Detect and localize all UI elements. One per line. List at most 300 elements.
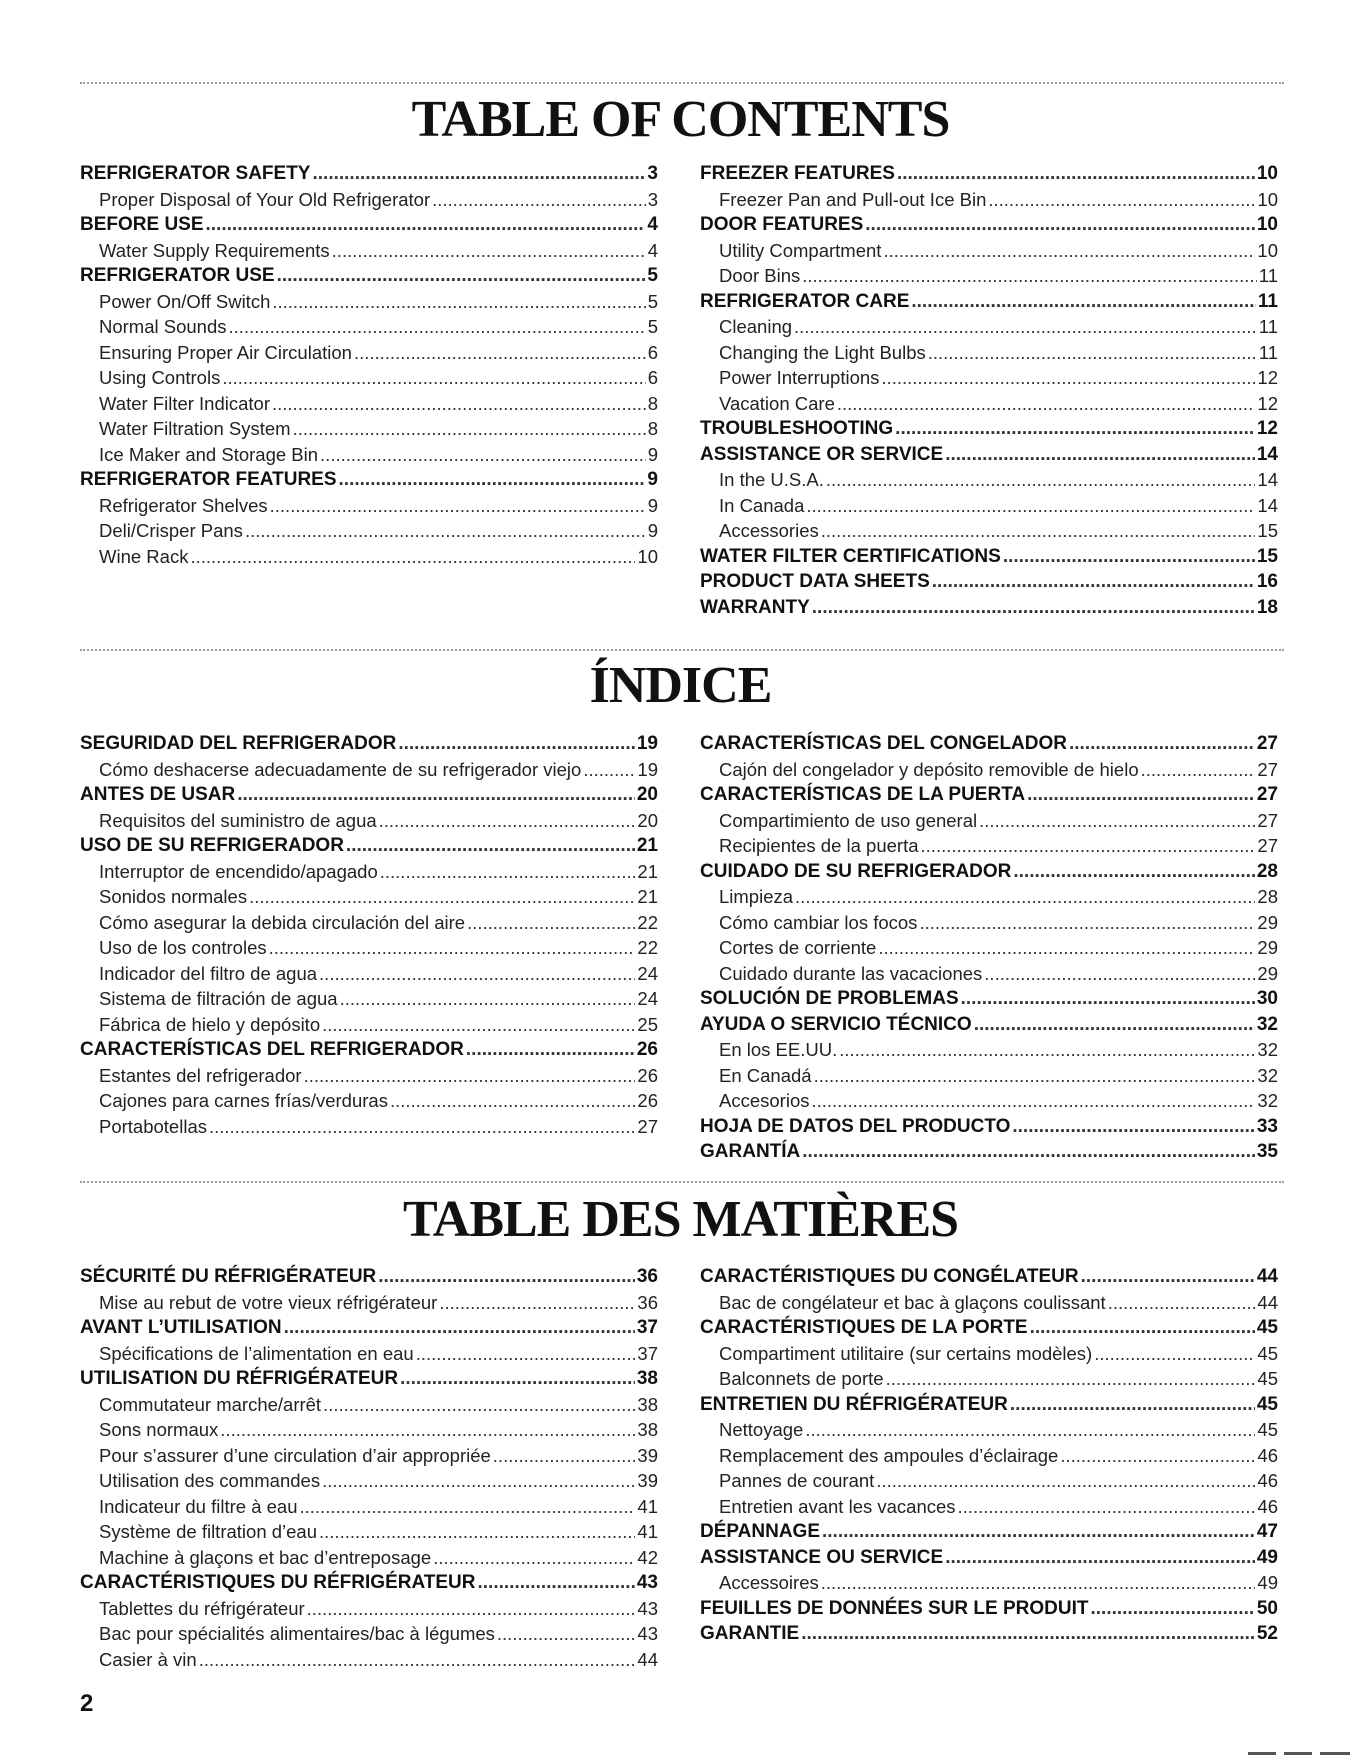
section-divider xyxy=(80,649,1284,651)
toc-entry-title: GARANTIE xyxy=(700,1623,800,1644)
dot-leader xyxy=(921,833,1256,859)
dot-leader xyxy=(439,1290,635,1316)
toc-entry-title: Cómo deshacerse adecuadamente de su refrigerador viejo xyxy=(99,758,582,780)
toc-page-number: 52 xyxy=(1256,1623,1278,1644)
toc-subentry xyxy=(700,187,1278,213)
toc-entry-title: Sistema de filtración de agua xyxy=(99,988,338,1009)
toc-entry-title: Limpieza xyxy=(719,886,794,907)
toc-subentry xyxy=(700,263,1278,289)
dot-leader xyxy=(583,757,635,783)
toc-page-number: 6 xyxy=(647,367,658,388)
dot-leader xyxy=(332,238,646,264)
toc-en-right xyxy=(700,161,1278,620)
toc-entry-title: Refrigerator Shelves xyxy=(99,494,268,516)
toc-entry-title: WARRANTY xyxy=(700,596,810,618)
toc-subentry xyxy=(700,1468,1278,1494)
toc-entry-title: Wine Rack xyxy=(99,545,189,567)
toc-entry-title: SEGURIDAD DEL REFRIGERADOR xyxy=(80,733,397,754)
toc-subentry xyxy=(700,1290,1278,1316)
toc-entry-title: Freezer Pan and Pull-out Ice Bin xyxy=(719,188,987,210)
toc-page-number: 27 xyxy=(1257,809,1278,831)
toc-subentry xyxy=(700,493,1278,519)
toc-page-number: 21 xyxy=(637,860,658,882)
toc-subentry xyxy=(700,808,1278,834)
dot-leader xyxy=(346,833,635,859)
toc-subentry xyxy=(80,1088,658,1114)
toc-page-number: 43 xyxy=(637,1623,658,1644)
toc-entry-title: DÉPANNAGE xyxy=(700,1521,820,1542)
toc-subentry xyxy=(700,910,1278,936)
toc-page-number: 32 xyxy=(1257,1039,1278,1060)
toc-heading xyxy=(80,212,658,238)
dot-leader xyxy=(320,442,646,468)
toc-title-es: ÍNDICE xyxy=(589,657,772,714)
dot-leader xyxy=(1027,782,1255,808)
toc-page-number: 5 xyxy=(647,265,658,286)
dot-leader xyxy=(795,884,1255,910)
toc-entry-title: WATER FILTER CERTIFICATIONS xyxy=(700,545,1001,567)
dot-leader xyxy=(945,1545,1255,1571)
toc-page-number: 12 xyxy=(1257,367,1278,388)
toc-heading xyxy=(700,1114,1278,1140)
dot-leader xyxy=(945,442,1255,468)
toc-entry-title: Vacation Care xyxy=(719,392,835,414)
toc-entry-title: Cajón del congelador y depósito removible de hielo xyxy=(719,758,1139,780)
dot-leader xyxy=(493,1443,636,1469)
toc-page-number: 27 xyxy=(1257,758,1278,780)
toc-subentry xyxy=(80,493,658,519)
toc-heading xyxy=(700,1519,1278,1545)
toc-entry-title: Water Supply Requirements xyxy=(99,239,330,261)
toc-entry-title: Pannes de courant xyxy=(719,1470,875,1491)
toc-page-number: 44 xyxy=(637,1648,658,1670)
dot-leader xyxy=(1060,1443,1255,1469)
toc-subentry xyxy=(80,1519,658,1545)
toc-page-number: 49 xyxy=(1256,1546,1278,1568)
toc-heading xyxy=(80,263,658,289)
toc-page-number: 24 xyxy=(637,988,658,1009)
dot-leader xyxy=(958,1494,1256,1520)
toc-page-number: 19 xyxy=(636,733,658,754)
toc-page-number: 42 xyxy=(637,1546,658,1568)
toc-subentry xyxy=(700,1417,1278,1443)
toc-subentry xyxy=(700,314,1278,340)
toc-entry-title: Normal Sounds xyxy=(99,316,227,337)
toc-page-number: 29 xyxy=(1257,962,1278,984)
toc-page-number: 44 xyxy=(1256,1266,1278,1287)
dot-leader xyxy=(319,961,635,987)
toc-entry-title: Deli/Crisper Pans xyxy=(99,520,243,541)
toc-page-number: 10 xyxy=(1256,163,1278,184)
toc-heading xyxy=(80,1570,658,1596)
toc-subentry xyxy=(80,1545,658,1571)
toc-subentry xyxy=(80,289,658,315)
toc-subentry xyxy=(700,340,1278,366)
toc-page-number: 12 xyxy=(1256,418,1278,439)
toc-subentry xyxy=(80,1647,658,1673)
toc-heading xyxy=(700,986,1278,1012)
toc-page-number: 14 xyxy=(1256,443,1278,465)
dot-leader xyxy=(1030,1315,1255,1341)
dot-leader xyxy=(432,187,646,213)
toc-page-number: 8 xyxy=(647,418,658,439)
toc-page-number: 14 xyxy=(1257,494,1278,516)
toc-entry-title: Cómo asegurar la debida circulación del aire xyxy=(99,911,466,933)
toc-entry-title: ASSISTANCE OU SERVICE xyxy=(700,1546,944,1568)
toc-page-number: 43 xyxy=(637,1597,658,1619)
toc-page-number: 47 xyxy=(1256,1521,1278,1542)
toc-subentry xyxy=(80,544,658,570)
dot-leader xyxy=(293,416,646,442)
toc-page-number: 8 xyxy=(647,392,658,414)
dot-leader xyxy=(312,161,645,187)
toc-page-number: 46 xyxy=(1257,1444,1278,1466)
toc-entry-title: Ensuring Proper Air Circulation xyxy=(99,341,352,363)
dot-leader xyxy=(322,1468,635,1494)
dot-leader xyxy=(304,1063,636,1089)
corner-mark xyxy=(1320,1752,1350,1755)
toc-page-number: 14 xyxy=(1257,469,1278,490)
toc-entry-title: Accessories xyxy=(719,520,819,541)
toc-entry-title: Casier à vin xyxy=(99,1648,197,1670)
toc-heading xyxy=(80,1264,658,1290)
toc-page-number: 22 xyxy=(637,937,658,958)
toc-entry-title: ASSISTANCE OR SERVICE xyxy=(700,443,944,465)
toc-page-number: 45 xyxy=(1256,1393,1278,1415)
dot-leader xyxy=(961,986,1255,1012)
toc-entry-title: ENTRETIEN DU RÉFRIGÉRATEUR xyxy=(700,1393,1008,1415)
toc-heading xyxy=(700,595,1278,621)
toc-page-number: 39 xyxy=(637,1444,658,1466)
toc-entry-title: REFRIGERATOR FEATURES xyxy=(80,469,337,490)
toc-entry-title: Power Interruptions xyxy=(719,367,880,388)
toc-page-number: 45 xyxy=(1257,1419,1278,1440)
toc-entry-title: Tablettes du réfrigérateur xyxy=(99,1597,305,1619)
toc-entry-title: Using Controls xyxy=(99,367,221,388)
toc-page-number: 32 xyxy=(1257,1064,1278,1086)
toc-entry-title: Proper Disposal of Your Old Refrigerator xyxy=(99,188,431,210)
toc-entry-title: Compartimiento de uso general xyxy=(719,809,978,831)
toc-entry-title: REFRIGERATOR SAFETY xyxy=(80,163,311,184)
toc-heading xyxy=(80,161,658,187)
toc-entry-title: CARACTERÍSTICAS DEL CONGELADOR xyxy=(700,733,1067,754)
toc-entry-title: Pour s’assurer d’une circulation d’air appropriée xyxy=(99,1444,491,1466)
toc-entry-title: Utilisation des commandes xyxy=(99,1470,321,1491)
toc-page-number: 9 xyxy=(647,494,658,516)
dot-leader xyxy=(988,187,1255,213)
toc-entry-title: CARACTERÍSTICAS DEL REFRIGERADOR xyxy=(80,1039,464,1060)
toc-page-number: 19 xyxy=(637,758,658,780)
toc-entry-title: Estantes del refrigerador xyxy=(99,1064,302,1086)
dot-leader xyxy=(1081,1264,1255,1290)
toc-heading xyxy=(80,467,658,493)
toc-page-number: 28 xyxy=(1256,860,1278,882)
toc-entry-title: Spécifications de l’alimentation en eau xyxy=(99,1342,414,1364)
toc-subentry xyxy=(700,1366,1278,1392)
toc-entry-title: SOLUCIÓN DE PROBLEMAS xyxy=(700,988,959,1009)
toc-subentry xyxy=(80,986,658,1012)
toc-subentry xyxy=(700,238,1278,264)
toc-heading xyxy=(80,1366,658,1392)
toc-page-number: 9 xyxy=(647,469,658,490)
corner-mark xyxy=(1248,1752,1276,1755)
toc-heading xyxy=(700,1315,1278,1341)
toc-entry-title: En los EE.UU. xyxy=(719,1039,838,1060)
toc-page-number: 26 xyxy=(636,1039,658,1060)
dot-leader xyxy=(307,1596,636,1622)
dot-leader xyxy=(190,544,635,570)
dot-leader xyxy=(398,731,635,757)
toc-page-number: 11 xyxy=(1257,290,1278,312)
toc-page-number: 36 xyxy=(637,1291,658,1313)
toc-page-number: 46 xyxy=(1257,1470,1278,1491)
dot-leader xyxy=(895,416,1255,442)
toc-entry-title: In the U.S.A. xyxy=(719,469,824,490)
toc-entry-title: UTILISATION DU RÉFRIGÉRATEUR xyxy=(80,1368,399,1389)
toc-subentry xyxy=(80,1012,658,1038)
dot-leader xyxy=(928,340,1257,366)
toc-entry-title: Sonidos normales xyxy=(99,886,248,907)
toc-heading xyxy=(700,1012,1278,1038)
toc-page-number: 11 xyxy=(1258,265,1278,286)
toc-subentry xyxy=(700,884,1278,910)
toc-subentry xyxy=(80,1063,658,1089)
dot-leader xyxy=(883,238,1255,264)
dot-leader xyxy=(272,391,646,417)
dot-leader xyxy=(284,1315,635,1341)
toc-entry-title: Door Bins xyxy=(719,265,801,286)
toc-entry-title: Water Filter Indicator xyxy=(99,392,270,414)
toc-subentry xyxy=(80,1417,658,1443)
toc-page-number: 46 xyxy=(1257,1495,1278,1517)
dot-leader xyxy=(1003,544,1255,570)
toc-page-number: 28 xyxy=(1257,886,1278,907)
toc-entry-title: Power On/Off Switch xyxy=(99,290,271,312)
toc-title-en: TABLE OF CONTENTS xyxy=(411,91,950,148)
dot-leader xyxy=(1141,757,1256,783)
dot-leader xyxy=(802,1139,1255,1165)
dot-leader xyxy=(839,1037,1255,1063)
toc-entry-title: Indicador del filtro de agua xyxy=(99,962,318,984)
toc-page-number: 38 xyxy=(636,1368,658,1389)
page-number: 2 xyxy=(80,1690,94,1717)
toc-subentry xyxy=(80,884,658,910)
toc-subentry xyxy=(80,1114,658,1140)
toc-subentry xyxy=(80,1596,658,1622)
dot-leader xyxy=(805,1417,1255,1443)
toc-subentry xyxy=(700,961,1278,987)
toc-entry-title: AVANT L’UTILISATION xyxy=(80,1317,282,1338)
dot-leader xyxy=(199,1647,636,1673)
toc-entry-title: En Canadá xyxy=(719,1064,812,1086)
toc-heading xyxy=(700,1264,1278,1290)
toc-heading xyxy=(700,1139,1278,1165)
dot-leader xyxy=(478,1570,635,1596)
toc-entry-title: Cómo cambiar los focos xyxy=(719,911,918,933)
dot-leader xyxy=(209,1114,635,1140)
toc-page-number: 16 xyxy=(1256,571,1278,592)
toc-page-number: 35 xyxy=(1256,1141,1278,1162)
toc-subentry xyxy=(700,1341,1278,1367)
toc-subentry xyxy=(700,1088,1278,1114)
toc-page-number: 15 xyxy=(1256,545,1278,567)
dot-leader xyxy=(821,1570,1256,1596)
toc-subentry xyxy=(80,187,658,213)
toc-heading xyxy=(80,1315,658,1341)
toc-heading xyxy=(80,1037,658,1063)
dot-leader xyxy=(1010,1392,1255,1418)
toc-subentry xyxy=(80,808,658,834)
toc-page-number: 20 xyxy=(637,809,658,831)
toc-heading xyxy=(80,833,658,859)
toc-page-number: 39 xyxy=(637,1470,658,1491)
toc-heading xyxy=(700,569,1278,595)
toc-page-number: 37 xyxy=(637,1342,658,1364)
toc-subentry xyxy=(80,314,658,340)
toc-entry-title: Système de filtration d’eau xyxy=(99,1521,318,1542)
dot-leader xyxy=(497,1621,636,1647)
toc-page-number: 29 xyxy=(1257,911,1278,933)
toc-entry-title: Cuidado durante las vacaciones xyxy=(719,962,983,984)
dot-leader xyxy=(1090,1596,1254,1622)
toc-page-number: 5 xyxy=(647,316,658,337)
toc-subentry xyxy=(80,416,658,442)
dot-leader xyxy=(876,1468,1255,1494)
dot-leader xyxy=(826,467,1256,493)
corner-mark xyxy=(1284,1752,1312,1755)
toc-heading xyxy=(700,289,1278,315)
toc-page-number: 27 xyxy=(1257,835,1278,856)
toc-subentry xyxy=(700,518,1278,544)
toc-subentry xyxy=(700,1063,1278,1089)
toc-entry-title: Machine à glaçons et bac d’entreposage xyxy=(99,1546,432,1568)
dot-leader xyxy=(339,467,646,493)
toc-en-left xyxy=(80,161,658,569)
dot-leader xyxy=(222,365,645,391)
toc-es-right xyxy=(700,731,1278,1165)
toc-page-number: 29 xyxy=(1257,937,1278,958)
toc-subentry xyxy=(80,1621,658,1647)
toc-entry-title: Cortes de corriente xyxy=(719,937,877,958)
toc-heading xyxy=(80,782,658,808)
toc-heading xyxy=(700,544,1278,570)
toc-heading xyxy=(700,859,1278,885)
toc-entry-title: Portabotellas xyxy=(99,1115,207,1137)
toc-page-number: 12 xyxy=(1257,392,1278,414)
toc-entry-title: Utility Compartment xyxy=(719,239,882,261)
dot-leader xyxy=(322,1012,635,1038)
dot-leader xyxy=(1012,1114,1254,1140)
dot-leader xyxy=(1013,859,1254,885)
dot-leader xyxy=(1094,1341,1255,1367)
toc-page-number: 41 xyxy=(637,1495,658,1517)
toc-page-number: 45 xyxy=(1256,1317,1278,1338)
dot-leader xyxy=(837,391,1256,417)
toc-subentry xyxy=(700,1443,1278,1469)
toc-page-number: 9 xyxy=(647,443,658,465)
dot-leader xyxy=(378,1264,635,1290)
toc-entry-title: REFRIGERATOR USE xyxy=(80,265,275,286)
toc-subentry xyxy=(80,238,658,264)
toc-entry-title: Nettoyage xyxy=(719,1419,804,1440)
toc-entry-title: Balconnets de porte xyxy=(719,1368,884,1389)
toc-entry-title: Sons normaux xyxy=(99,1419,219,1440)
dot-leader xyxy=(932,569,1255,595)
toc-subentry xyxy=(700,1494,1278,1520)
toc-entry-title: Fábrica de hielo y depósito xyxy=(99,1013,321,1035)
dot-leader xyxy=(974,1012,1255,1038)
toc-heading xyxy=(700,442,1278,468)
dot-leader xyxy=(811,1088,1255,1114)
dot-leader xyxy=(801,1621,1255,1647)
toc-entry-title: Accessoires xyxy=(719,1572,819,1593)
toc-page-number: 22 xyxy=(637,911,658,933)
toc-page-number: 49 xyxy=(1257,1572,1278,1593)
toc-entry-title: CARACTÉRISTIQUES DE LA PORTE xyxy=(700,1317,1028,1338)
dot-leader xyxy=(245,518,646,544)
dot-leader xyxy=(220,1417,635,1443)
dot-leader xyxy=(269,935,636,961)
dot-leader xyxy=(794,314,1257,340)
dot-leader xyxy=(467,910,635,936)
toc-subentry xyxy=(700,935,1278,961)
toc-title-fr: TABLE DES MATIÈRES xyxy=(402,1191,959,1248)
toc-page-number: 20 xyxy=(636,784,658,805)
toc-entry-title: CUIDADO DE SU REFRIGERADOR xyxy=(700,860,1012,882)
toc-entry-title: AYUDA O SERVICIO TÉCNICO xyxy=(700,1013,972,1035)
dot-leader xyxy=(865,212,1255,238)
toc-subentry xyxy=(80,442,658,468)
toc-entry-title: Water Filtration System xyxy=(99,418,291,439)
toc-entry-title: TROUBLESHOOTING xyxy=(700,418,894,439)
toc-subentry xyxy=(700,365,1278,391)
dot-leader xyxy=(229,314,646,340)
toc-subentry xyxy=(80,340,658,366)
toc-page-number: 27 xyxy=(1256,733,1278,754)
toc-es-left xyxy=(80,731,658,1139)
toc-heading xyxy=(700,1392,1278,1418)
dot-leader xyxy=(822,1519,1255,1545)
toc-subentry xyxy=(80,1443,658,1469)
toc-page-number: 45 xyxy=(1257,1342,1278,1364)
toc-page-number: 18 xyxy=(1256,596,1278,618)
dot-leader xyxy=(340,986,636,1012)
toc-page-number: 3 xyxy=(647,188,658,210)
toc-entry-title: USO DE SU REFRIGERADOR xyxy=(80,835,344,856)
dot-leader xyxy=(814,1063,1256,1089)
toc-entry-title: GARANTÍA xyxy=(700,1141,801,1162)
toc-page-number: 10 xyxy=(1256,214,1278,235)
toc-entry-title: Cleaning xyxy=(719,316,793,337)
toc-entry-title: Recipientes de la puerta xyxy=(719,835,919,856)
toc-entry-title: PRODUCT DATA SHEETS xyxy=(700,571,930,592)
toc-fr-right xyxy=(700,1264,1278,1647)
toc-entry-title: REFRIGERATOR CARE xyxy=(700,290,910,312)
toc-entry-title: In Canada xyxy=(719,494,805,516)
toc-entry-title: Requisitos del suministro de agua xyxy=(99,809,377,831)
toc-page-number: 32 xyxy=(1256,1013,1278,1035)
dot-leader xyxy=(319,1519,635,1545)
toc-page-number: 38 xyxy=(637,1393,658,1415)
toc-page-number: 10 xyxy=(1257,239,1278,261)
dot-leader xyxy=(380,859,636,885)
toc-subentry xyxy=(80,1392,658,1418)
toc-subentry xyxy=(700,833,1278,859)
toc-entry-title: ANTES DE USAR xyxy=(80,784,236,805)
toc-entry-title: CARACTÉRISTIQUES DU CONGÉLATEUR xyxy=(700,1266,1079,1287)
dot-leader xyxy=(416,1341,636,1367)
toc-page-number: 27 xyxy=(1256,784,1278,805)
